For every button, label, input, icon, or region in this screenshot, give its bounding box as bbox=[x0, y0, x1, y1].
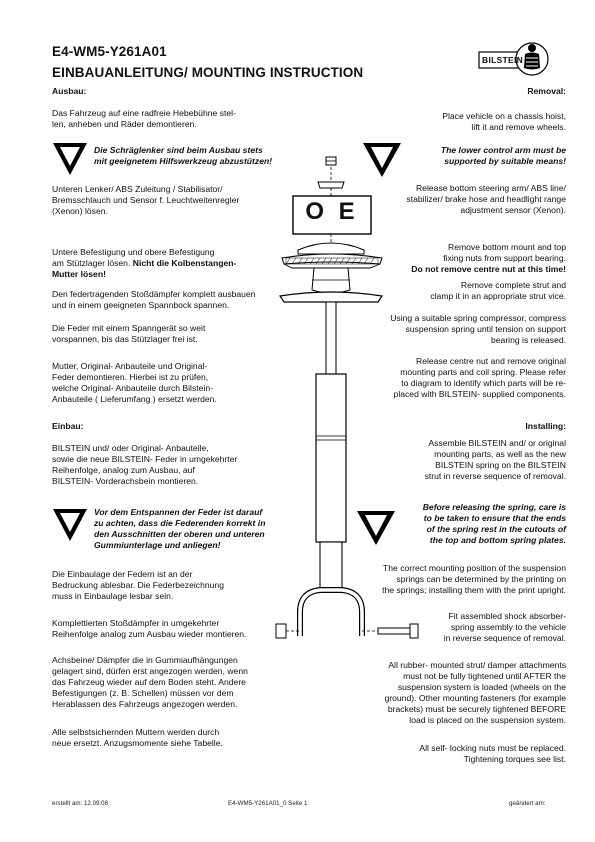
footer-changed: geändert am: bbox=[509, 800, 546, 807]
left-step-6: Mutter, Original- Anbauteile und Original- Feder demontieren. Hierbei ist zu prüfen, welche Original- Anbauteile durch Bilstein- Anbauteile ( Lieferumfang ) ersetzt werden. bbox=[52, 361, 217, 404]
right-step-8: The correct mounting position of the suspension springs can be determined by the printing on the springs; installing them with the print upright. bbox=[382, 563, 566, 595]
right-step-7: Assemble BILSTEIN and/ or original mounting parts, as well as the new BILSTEIN spring on the BILSTEIN strut in reverse sequence of removal. bbox=[424, 438, 566, 481]
left-step-3-bold: Nicht die Kolbenstangen- Mutter lösen! bbox=[52, 258, 237, 279]
right-step-4: Remove complete strut and clamp it in an appropriate strut vice. bbox=[430, 280, 566, 301]
left-step-7: BILSTEIN und/ oder Original- Anbauteile, sowie die neue BILSTEIN- Feder in umgekehrter Reihenfolge, analog zum Ausbau, auf BILSTEIN- Vorderachsbein montieren. bbox=[52, 443, 238, 486]
left-step-5: Die Feder mit einem Spanngerät so weit vorspannen, bis das Stützlager frei ist. bbox=[52, 323, 206, 344]
removal-heading: Removal: bbox=[527, 86, 566, 96]
einbau-heading: Einbau: bbox=[52, 421, 84, 431]
logo-text: BILSTEIN bbox=[482, 55, 524, 65]
bilstein-logo bbox=[478, 38, 550, 82]
left-step-3-text: Untere Befestigung und obere Befestigung am Stützlager lösen. bbox=[52, 247, 215, 268]
document-title: EINBAUANLEITUNG/ MOUNTING INSTRUCTION bbox=[52, 65, 364, 80]
footer-document: E4-WM5-Y261A01_0 Seite 1 bbox=[228, 800, 308, 807]
left-step-4: Den federtragenden Stoßdämpfer komplett ausbauen und in einem geeigneten Spannbock spannen. bbox=[52, 289, 256, 310]
left-step-10: Achsbeine/ Dämpfer die in Gummiaufhängungen gelagert sind, dürfen erst angezogen werden, wenn das Fahrzeug wieder auf dem Boden steht. Andere Befestigungen (z. B. Schellen) müssen vor dem Herablassen des Fahrzeugs angezogen werden. bbox=[52, 655, 248, 709]
left-step-11: Alle selbstsichernden Muttern werden durch neue ersetzt. Anzugsmomente siehe Tabelle. bbox=[52, 727, 223, 748]
oe-label: O E bbox=[305, 198, 359, 225]
right-step-3-text: Remove bottom mount and top fixing nuts from support bearing. bbox=[443, 242, 566, 263]
document-code: E4-WM5-Y261A01 bbox=[52, 44, 167, 59]
right-step-3 bbox=[411, 231, 566, 275]
right-step-10: All rubber- mounted strut/ damper attachments must not be fully tightened until AFTER the suspension system is loaded (wheels on the ground). Other mounting fasteners (for example brackets) must be securely tightened BEFORE load is placed on the suspension system. bbox=[384, 660, 566, 725]
footer-created: erstellt am: 12.09.08 bbox=[52, 800, 109, 807]
left-step-2: Unteren Lenker/ ABS Zuleitung / Stabilisator/ Bremsschlauch und Sensor f. Leuchtweitenregler (Xenon) lösen. bbox=[52, 184, 240, 216]
right-step-3-bold: Do not remove centre nut at this time! bbox=[411, 264, 566, 274]
right-step-2: Release bottom steering arm/ ABS line/ stabilizer/ brake hose and headlight range adjustment sensor (Xenon). bbox=[406, 183, 566, 215]
warning-triangle-icon bbox=[52, 508, 88, 542]
left-warning-1: Die Schräglenker sind beim Ausbau stets mit geeignetem Hilfswerkzeug abzustützen! bbox=[94, 145, 273, 166]
left-warning-2: Vor dem Entspannen der Feder ist darauf zu achten, dass die Federenden korrekt in den Ausschnitten der oberen und unteren Gummiunterlage und anliegen! bbox=[94, 507, 266, 550]
right-step-5: Using a suitable spring compressor, compress suspension spring until tension on support bearing is released. bbox=[390, 313, 566, 345]
right-step-11: All self- locking nuts must be replaced. Tightening torques see list. bbox=[419, 743, 566, 764]
ausbau-heading: Ausbau: bbox=[52, 86, 87, 96]
right-step-6: Release centre nut and remove original mounting parts and coil spring. Please refer to diagram to identify which parts will be re- placed with BILSTEIN- supplied components. bbox=[393, 356, 566, 399]
warning-triangle-icon bbox=[52, 142, 88, 176]
strut-diagram bbox=[270, 150, 420, 650]
right-warning-1: The lower control arm must be supported by suitable means! bbox=[440, 145, 566, 166]
right-step-1: Place vehicle on a chassis hoist, lift it and remove wheels. bbox=[442, 111, 566, 132]
left-step-8: Die Einbaulage der Federn ist an der Bedruckung ablesbar. Die Federbezeichnung muss in Einbaulage lesbar sein. bbox=[52, 569, 224, 601]
right-warning-2: Before releasing the spring, care is to be taken to ensure that the ends of the spring rest in the cutouts of the top and bottom spring plates. bbox=[422, 502, 566, 545]
right-step-9: Fit assembled shock absorber- spring assembly to the vehicle in reverse sequence of removal. bbox=[443, 611, 566, 643]
installing-heading: Installing: bbox=[525, 421, 566, 431]
left-step-3 bbox=[52, 236, 236, 280]
left-step-1: Das Fahrzeug auf eine radfreie Hebebühne stel- len, anheben und Räder demontieren. bbox=[52, 108, 236, 129]
left-step-9: Komplettierten Stoßdämpfer in umgekehrter Reihenfolge analog zum Ausbau wieder montieren. bbox=[52, 618, 247, 639]
